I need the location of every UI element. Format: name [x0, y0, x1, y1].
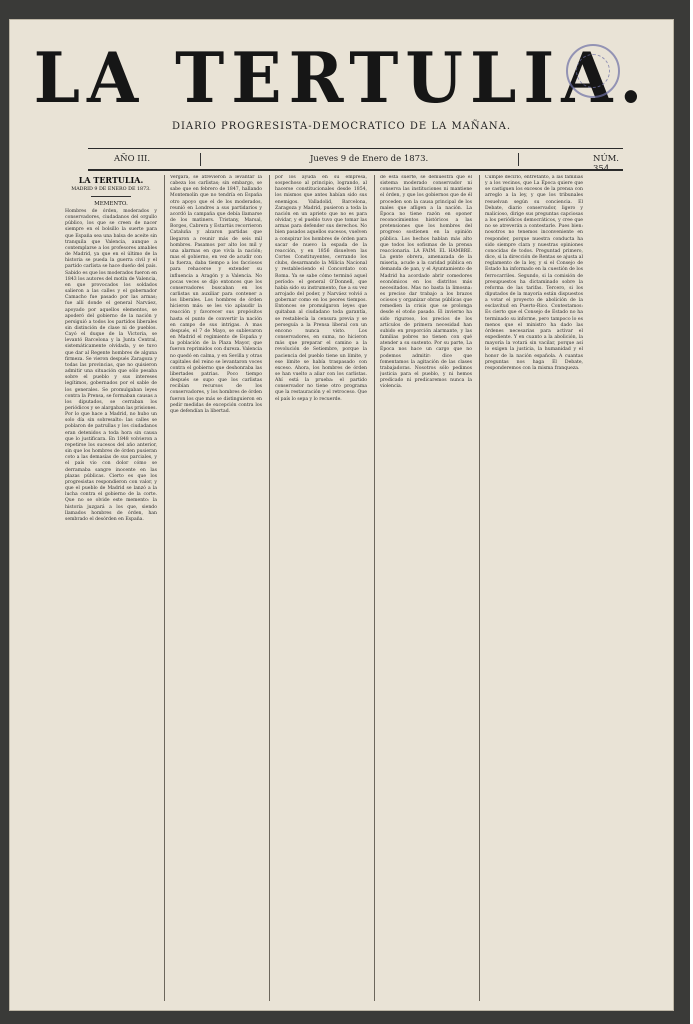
column-2: [170, 175, 262, 1001]
column-subtitle: MADRID 9 DE ENERO DE 1873.: [71, 187, 151, 192]
article-text: Cumple decirlo, entretanto, a las familias y a los vecinos, que La Época quiere que se castiguen los excesos de la prensa con arreglo a la ley, y que los tribunales resuelvan según su conciencia. El Debate, diario conservador, ligero y malicioso, dirige sus preguntas capciosas a los periódicos democráticos, y cree que no se atreverán a contestarle. Pues bien: nosotros no tenemos inconveniente en responder, porque nuestra conducta ha sido siempre clara y nuestras opiniones conocidas de todos. Preguntad primero, dice, si la dirección de Rentas se ajusta al reglamento de la ley, y si el Consejo de Estado ha informado en la cuestión de los ferrocarriles. Segundo, si la comisión de presupuestos ha dictaminado sobre la reforma de las tarifas. Tercero, si los diputados de la mayoría están dispuestos a votar el proyecto de abolición de la esclavitud en Puerto-Rico. Contestamos: Es cierto que el Consejo de Estado no ha terminado su informe, pero tampoco lo es menos que el ministro ha dado las órdenes necesarias para activar el expediente. Y en cuanto a la abolición, la mayoría la votará sin vacilar, porque así lo exigen la justicia, la humanidad y el honor de la nación española. A cuantas preguntas nos haga El Debate, responderemos con la misma franqueza.: [485, 175, 583, 371]
article-text: Hombres de órden, moderados y conservadores, ciudadanos del orgullo público, los que se creen de nacer siempre en el bolsillo la suerte para que España sea una balsa de aceite sin tranquila que Valencia, aunque a contemplarse a los profesores amables de Madrid, ya que en el último de la historia se pueda la guerra civil y el partido carlista se hace dueño del país. Sabido es que los moderados fueron en 1843 los autores del motín de Valencia, en que provocados los soldados salieron a las calles y el gobernador Camacho fue pasado por las armas; fue allí donde el general Narváez, apoyado por aquellos elementos, se apoderó del gobierno de la nación y persiguió a todos los partidos liberales sin distinción de clase ni de pueblos. Cayó el duque de la Victoria, se levantó Barcelona y la Junta Central, sistemáticamente olvidada, y se tuvo que dar al Regente hombres de alguna firmeza. Se vieron después Zaragoza y todas las provincias, que no quisieron admitir una situación que sólo pesaba sobre el pueblo y sus intereses legítimos, gobernados por el sable de los generales. Se promulgaban leyes contra la Prensa, se formaban causas a los diputados, se cerraban los periódicos y se alargaban las prisiones. Por lo que hace a Madrid, no hubo un solo día sin sobresalto: las calles se poblaron de patrullas y los ciudadanos eran detenidos a toda hora sin causa que lo justificara. En 1848 volvieron a repetirse los sucesos del año anterior, sin que los hombres de órden pusieran coto a las demasías de sus parciales, y el país vio con dolor cómo se derramaba sangre inocente en las plazas públicas. Cierto es que los progresistas respondieron con valor, y que el pueblo de Madrid se lanzó a la lucha contra el gobierno de la corte. Que no se olvide este memento: la historia juzgará a los que, siendo llamados hombres de órden, han sembrado el desórden en España.: [65, 209, 157, 522]
column-4: [380, 175, 472, 1001]
column-divider: [164, 175, 165, 1001]
library-stamp: [566, 44, 620, 98]
dateline-divider: [518, 153, 519, 166]
column-3: [275, 175, 367, 1001]
newspaper-title: LA TERTULIA.: [33, 37, 650, 119]
newspaper-page: [10, 20, 673, 1010]
column-divider: [479, 175, 480, 1001]
dateline-divider: [200, 153, 201, 166]
article-text: Vergara, se atrevieron a levantar la cabeza los carlistas; sin embargo, se sabe que en febrero de 1847, hallando Montemolín que no tendría en España otro apoyo que el de los moderados, reunió en Londres a sus partidarios y acordó la campaña que debía llamarse de los matiners. Tristany, Marsal, Borges, Cabrera y Estartús recorrieron Cataluña y alzaron partidas que llegaron a reunir más de seis mil hombres. Pasamos por alto los mil y una alarmas en que vivía la nación; mas el gobierno, en vez de acudir con la fuerza, daba tiempo a los facciosos para rehacerse y extender su influencia a Aragón y a Valencia. No pocas veces se dijo entonces que los conservadores buscaban en los carlistas un auxiliar para contener a los liberales. Los hombres de órden hicieron más: se les vio aplaudir la reacción y favorecer sus propósitos hasta el punto de convertir la nación en campo de sus intrigas. A mas después, el 7 de Mayo, se sublevaron en Madrid el regimiento de España y la población de la Plaza Mayor, que fueron reprimidos con dureza. Valencia no quedó en calma, y en Sevilla y otras capitales del reino se levantaron voces contra el gobierno que deshonraba las libertades patrias. Poco tiempo después se supo que los carlistas recibían recursos de los conservadores, y los hombres de órden fueron los que más se distinguieron en pedir medidas de excepción contra los que defendían la libertad.: [170, 175, 262, 414]
article-text: de esta suerte, se demuestra que el sistema moderado conservador ni conserva las instituciones ni mantiene el órden, y que los gobiernos que de él proceden son la causa principal de los males que afligen a la nación. La Época no tiene razón en oponer reconocimientos históricos a las pretensiones que los hombres del progreso sostienen en la opinión pública. Los hechos hablan más alto que todos los sofismas de la prensa reaccionaria. LA FAIM. EL HAMBRE. La gente obrera, amenazada de la miseria, acude a la caridad pública en demanda de pan, y el Ayuntamiento de Madrid ha acordado abrir comedores económicos en los distritos más necesitados. Mas no basta la limosna: es preciso dar trabajo a los brazos ociosos y organizar obras públicas que remedien la crisis que se prolonga desde el otoño pasado. El invierno ha sido riguroso, los precios de los artículos de primera necesidad han subido en proporción alarmante, y las familias pobres no tienen con qué atender a su sustento. Por su parte, La Época nos hace un cargo que no podemos admitir: dice que fomentamos la agitación de las clases trabajadoras. Nosotros sólo pedimos justicia para el pueblo, y ni hemos predicado ni predicaremos nunca la violencia.: [380, 175, 472, 390]
article-heading: MEMENTO.: [94, 201, 128, 207]
header-rule-top: [88, 148, 623, 149]
column-5: [485, 175, 583, 1001]
column-divider: [374, 175, 375, 1001]
header-rule-bottom: [88, 169, 623, 171]
newspaper-subtitle: DIARIO PROGRESISTA-DEMOCRATICO DE LA MAÑANA.: [171, 121, 512, 132]
article-text: por los ayuda en su empresa, sospechoso al principio, logrando, al hacerse constitucionales desde 1854, los mismos que antes habían sido sus enemigos. Valladolid, Barcelona, Zaragoza y Madrid, pusieron a toda la nación en un aprieto que no es para olvidar, y el pueblo tuvo que tomar las armas para defender sus derechos. No bien pasados aquellos sucesos, vuelven a conspirar los hombres de órden para sacar de nuevo la espada de la reacción, y en 1856 disuelven las Cortes Constituyentes, cerrando los clubs, desarmando la Milicia Nacional y restableciendo el Concordato con Roma. Ya se sabe cómo terminó aquel período: el general O'Donnell, que había sido su instrumento, fue a su vez arrojado del poder, y Narváez volvió a gobernar como en los peores tiempos. Entonces se promulgaron leyes que quitaban al ciudadano toda garantía, se restablecía la censura previa y se perseguía a la Prensa liberal con un encono nunca visto. Los conservadores, en suma, no hicieron más que preparar el camino a la revolución de Setiembre, porque la paciencia del pueblo tiene un límite, y ese límite se había traspasado con exceso. Ahora, los hombres de órden se han vuelto a aliar con los carlistas. Ahí está la prueba: el partido conservador no tiene otro programa que la restauración y el retroceso. Que el país lo sepa y lo recuerde.: [275, 175, 367, 402]
year-label: AÑO III.: [114, 154, 151, 164]
column-1: [65, 175, 157, 1001]
column-title: LA TERTULIA.: [78, 175, 144, 185]
divider: [91, 196, 131, 197]
dateline: [88, 154, 623, 166]
article-columns: [65, 175, 665, 1001]
issue-date: Jueves 9 de Enero de 1873.: [310, 154, 429, 164]
issue-number: NÚM.: [593, 154, 620, 164]
column-divider: [269, 175, 270, 1001]
